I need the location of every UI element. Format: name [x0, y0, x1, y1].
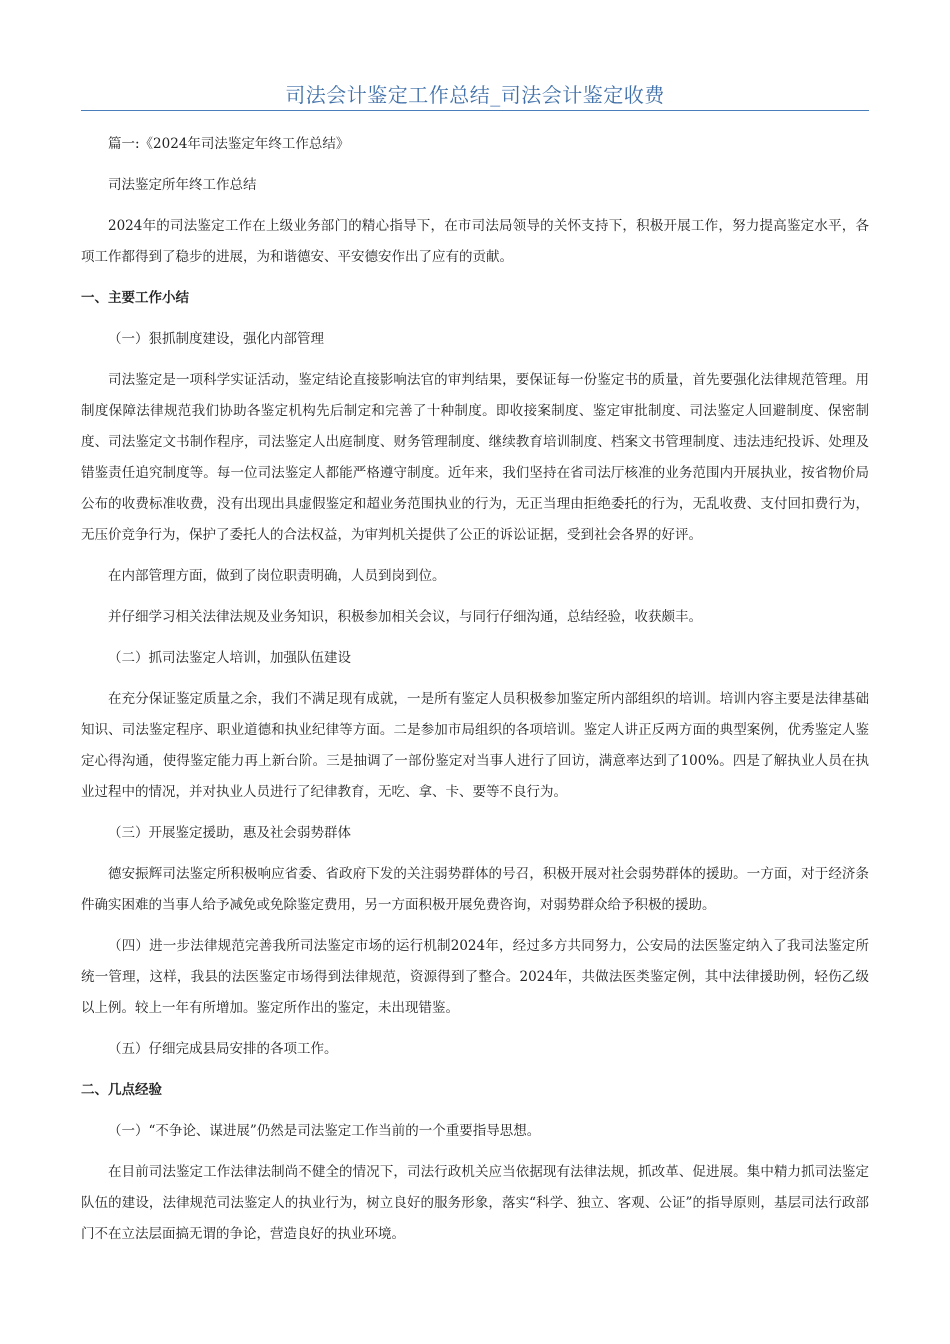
title-divider — [81, 110, 869, 111]
paragraph: 2024年的司法鉴定工作在上级业务部门的精心指导下，在市司法局领导的关怀支持下，积极开展工作，努力提高鉴定水平，各项工作都得到了稳步的进展，为和谐德安、平安德安作出了应有的贡献。 — [81, 218, 869, 265]
document-title: 司法会计鉴定工作总结_司法会计鉴定收费 — [285, 83, 665, 107]
paragraph: 司法鉴定所年终工作总结 — [108, 177, 257, 193]
paragraph: 在目前司法鉴定工作法律法制尚不健全的情况下，司法行政机关应当依据现有法律法规，抓改革、促进展。集中精力抓司法鉴定队伍的建设，法律规范司法鉴定人的执业行为，树立良好的服务形象，落实“科学、独立、客观、公证”的指导原则，基层司法行政部门不在立法层面搞无谓的争论，营造良好的执业环境。 — [81, 1164, 869, 1242]
document-body — [81, 129, 869, 1250]
paragraph: （三）开展鉴定援助，惠及社会弱势群体 — [108, 825, 351, 841]
paragraph: 在内部管理方面，做到了岗位职责明确，人员到岗到位。 — [108, 568, 446, 584]
paragraph: （一）“不争论、谋进展”仍然是司法鉴定工作当前的一个重要指导思想。 — [108, 1123, 541, 1139]
paragraph: 司法鉴定是一项科学实证活动，鉴定结论直接影响法官的审判结果，要保证每一份鉴定书的质量，首先要强化法律规范管理。用制度保障法律规范我们协助各鉴定机构先后制定和完善了十种制度。即收接案制度、鉴定审批制度、司法鉴定人回避制度、保密制度、司法鉴定文书制作程序，司法鉴定人出庭制度、财务管理制度、继续教育培训制度、档案文书管理制度、违法违纪投诉、处理及错鉴责任追究制度等。每一位司法鉴定人都能严格遵守制度。近年来，我们坚持在省司法厅核准的业务范围内开展执业，按省物价局公布的收费标准收费，没有出现出具虚假鉴定和超业务范围执业的行为，无正当理由拒绝委托的行为，无乱收费、支付回扣费行为，无压价竞争行为，保护了委托人的合法权益，为审判机关提供了公正的诉讼证据，受到社会各界的好评。 — [81, 372, 869, 543]
paragraph: 在充分保证鉴定质量之余，我们不满足现有成就，一是所有鉴定人员积极参加鉴定所内部组织的培训。培训内容主要是法律基础知识、司法鉴定程序、职业道德和执业纪律等方面。二是参加市局组织的各项培训。鉴定人讲正反两方面的典型案例，优秀鉴定人鉴定心得沟通，使得鉴定能力再上新台阶。三是抽调了一部份鉴定对当事人进行了回访，满意率达到了100%。四是了解执业人员在执业过程中的情况，并对执业人员进行了纪律教育，无吃、拿、卡、要等不良行为。 — [81, 691, 869, 800]
paragraph: （五）仔细完成县局安排的各项工作。 — [108, 1041, 338, 1057]
paragraph: （二）抓司法鉴定人培训，加强队伍建设 — [108, 650, 351, 666]
section-heading: 二、几点经验 — [81, 1082, 162, 1098]
paragraph: 篇一:《2024年司法鉴定年终工作总结》 — [108, 136, 350, 152]
paragraph: 并仔细学习相关法律法规及业务知识，积极参加相关会议，与同行仔细沟通，总结经验，收获颇丰。 — [108, 609, 702, 625]
paragraph: （一）狠抓制度建设，强化内部管理 — [108, 331, 324, 347]
document-page — [81, 0, 869, 1260]
paragraph: 德安振辉司法鉴定所积极响应省委、省政府下发的关注弱势群体的号召，积极开展对社会弱势群体的援助。一方面，对于经济条件确实困难的当事人给予减免或免除鉴定费用，另一方面积极开展免费咨询，对弱势群众给予积极的援助。 — [81, 866, 869, 913]
section-heading: 一、主要工作小结 — [81, 290, 189, 306]
paragraph: （四）进一步法律规范完善我所司法鉴定市场的运行机制2024年，经过多方共同努力，公安局的法医鉴定纳入了我司法鉴定所统一管理，这样，我县的法医鉴定市场得到法律规范，资源得到了整合。2024年，共做法医类鉴定例，其中法律援助例，轻伤乙级以上例。较上一年有所增加。鉴定所作出的鉴定，未出现错鉴。 — [81, 938, 869, 1016]
